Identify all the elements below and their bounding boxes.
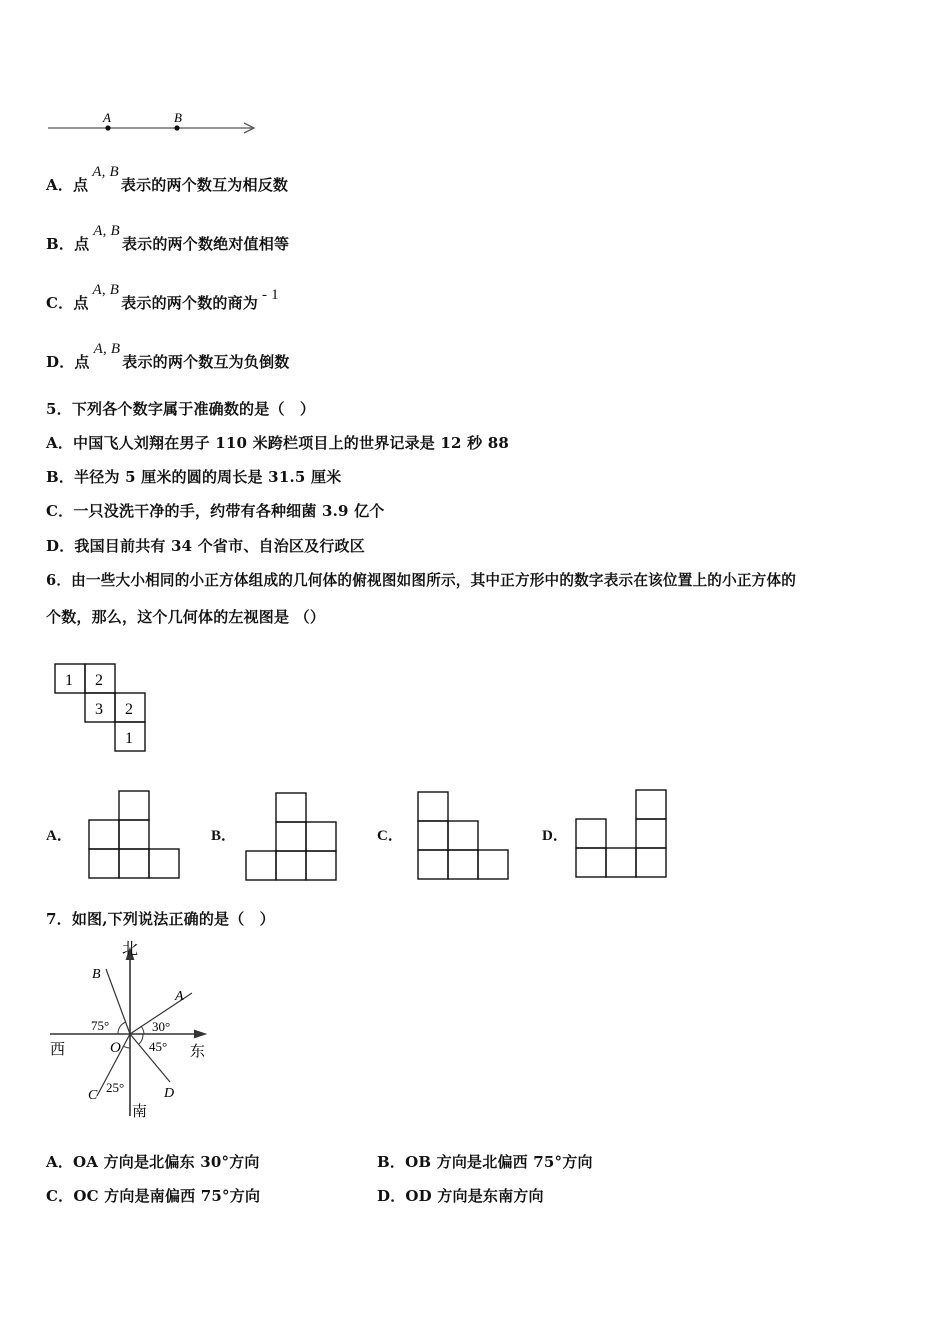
q6-stem-line2: 个数，那么，这个几何体的左视图是 （）: [46, 608, 326, 626]
figure-stroke: [418, 821, 448, 850]
top-view-grid: [50, 660, 152, 754]
figure-stroke: [276, 822, 306, 851]
option-prefix: 点: [74, 353, 90, 371]
q5-option-a[interactable]: A．中国飞人刘翔在男子 110 米跨栏项目上的世界记录是 12 秒 88: [46, 434, 510, 452]
figure-stroke: [576, 848, 606, 877]
q7-stem: 7．如图,下列说法正确的是（ ）: [46, 910, 275, 928]
math-minus-one: - 1: [262, 287, 279, 303]
figure-stroke: [119, 849, 149, 878]
figure-stroke: [636, 848, 666, 877]
figure-stroke: [246, 851, 276, 880]
option-letter: C．: [46, 294, 74, 312]
grid-number: 3: [95, 701, 103, 718]
ray-a-label: A: [175, 989, 184, 1004]
arc-75: [118, 1022, 126, 1034]
ray-d-label: D: [164, 1086, 175, 1101]
option-text: 表示的两个数互为负倒数: [122, 353, 290, 371]
figure-stroke: [276, 851, 306, 880]
math-ab: A, B: [92, 164, 119, 180]
figure-stroke: [418, 792, 448, 821]
figure-stroke: [478, 850, 508, 879]
q4-option-a[interactable]: [46, 164, 289, 195]
q6-stem-line1: 6．由一些大小相同的小正方体组成的几何体的俯视图如图所示，其中正方形中的数字表示在该位置上的小正方体的: [46, 572, 797, 589]
angle-45-label: 45°: [149, 1039, 168, 1054]
east-label: 东: [190, 1044, 206, 1060]
point-b-dot: [174, 125, 179, 130]
option-prefix: 点: [73, 176, 89, 194]
figure-stroke: [306, 822, 336, 851]
point-a-dot: [105, 125, 110, 130]
figure-stroke: [448, 850, 478, 879]
figure-stroke: [276, 793, 306, 822]
option-letter: D．: [46, 353, 75, 371]
q6-option-a-label[interactable]: A．: [46, 828, 72, 844]
figure-stroke: [448, 821, 478, 850]
q7-option-b[interactable]: B．OB 方向是北偏西 75°方向: [377, 1153, 593, 1171]
q6-option-b-figure[interactable]: [243, 790, 341, 884]
q5-stem: 5．下列各个数字属于准确数的是（ ）: [46, 400, 316, 418]
point-a-label: A: [103, 110, 111, 125]
option-letter: A．: [46, 176, 74, 194]
q6-option-a-figure[interactable]: [86, 788, 184, 882]
figure-stroke: [119, 820, 149, 849]
math-ab: A, B: [93, 341, 121, 357]
grid-number: 1: [65, 672, 73, 689]
figure-stroke: [119, 791, 149, 820]
figure-stroke: [89, 820, 119, 849]
south-label: 南: [132, 1104, 148, 1120]
q6-option-d-figure[interactable]: [573, 787, 671, 881]
angle-25-label: 25°: [106, 1080, 125, 1095]
q4-option-c[interactable]: [46, 282, 279, 313]
q5-option-b[interactable]: B．半径为 5 厘米的圆的周长是 31.5 厘米: [46, 468, 342, 486]
option-text: 表示的两个数的商为: [121, 294, 258, 312]
option-prefix: 点: [74, 235, 90, 253]
option-letter: B．: [46, 235, 75, 253]
q7-option-d[interactable]: D．OD 方向是东南方向: [377, 1187, 544, 1205]
arc-30: [141, 1026, 144, 1034]
figure-stroke: [418, 850, 448, 879]
q5-option-c[interactable]: C．一只没洗干净的手，约带有各种细菌 3.9 亿个: [46, 502, 385, 520]
figure-stroke: [89, 849, 119, 878]
angle-75-label: 75°: [91, 1018, 110, 1033]
option-text: 表示的两个数绝对值相等: [121, 235, 290, 253]
figure-stroke: [636, 790, 666, 819]
west-label: 西: [50, 1042, 66, 1058]
grid-number: 2: [95, 672, 103, 689]
figure-stroke: [636, 819, 666, 848]
q7-option-a[interactable]: A．OA 方向是北偏东 30°方向: [46, 1153, 260, 1171]
q6-option-d-label[interactable]: D．: [542, 828, 568, 844]
point-b-label: B: [174, 110, 182, 125]
ray-b-label: B: [92, 967, 101, 982]
compass-figure: [44, 938, 216, 1120]
option-text: 表示的两个数互为相反数: [120, 176, 289, 194]
origin-label: O: [110, 1040, 121, 1056]
number-line-figure: [40, 105, 270, 140]
figure-stroke: [149, 849, 179, 878]
grid-number: 2: [125, 701, 133, 718]
q4-option-d[interactable]: [46, 341, 290, 372]
arc-45: [139, 1034, 143, 1044]
option-prefix: 点: [73, 294, 89, 312]
q5-option-d[interactable]: D．我国目前共有 34 个省市、自治区及行政区: [46, 537, 365, 555]
figure-stroke: [306, 851, 336, 880]
figure-stroke: [606, 848, 636, 877]
east-arrow: [194, 1030, 206, 1038]
math-ab: A, B: [93, 223, 120, 239]
ray-ob: [106, 969, 130, 1034]
grid-number: 1: [125, 730, 133, 747]
angle-30-label: 30°: [152, 1019, 171, 1034]
ray-c-label: C: [88, 1088, 98, 1103]
arc-25: [123, 1046, 130, 1048]
north-label: 北: [122, 941, 139, 958]
q6-option-c-label[interactable]: C．: [377, 828, 403, 844]
q6-option-b-label[interactable]: B．: [211, 828, 237, 844]
math-ab: A, B: [92, 282, 120, 298]
q4-option-b[interactable]: [46, 223, 290, 254]
q6-option-c-figure[interactable]: [415, 789, 513, 883]
figure-stroke: [576, 819, 606, 848]
q7-option-c[interactable]: C．OC 方向是南偏西 75°方向: [46, 1187, 261, 1205]
